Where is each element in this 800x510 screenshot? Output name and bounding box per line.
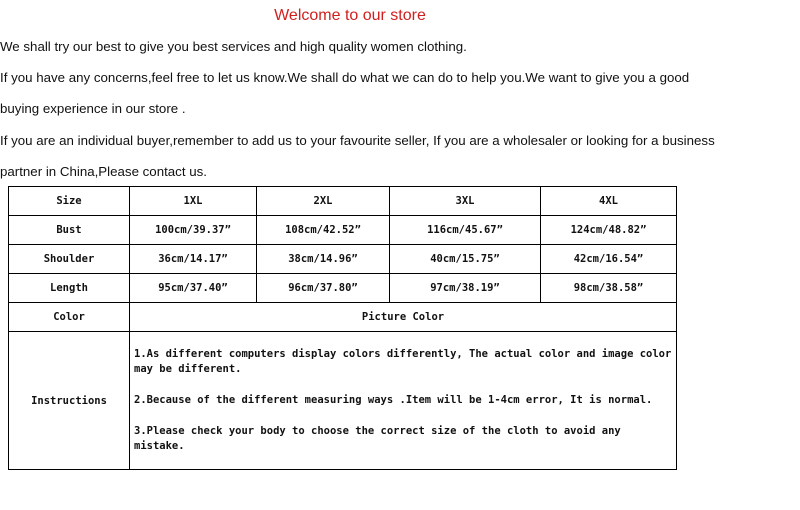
table-row-bust xyxy=(9,216,677,245)
intro-line-5: partner in China,Please contact us. xyxy=(0,164,207,179)
intro-line-1: We shall try our best to give you best services and high quality women clothing. xyxy=(0,39,467,54)
size-header-2xl: 2XL xyxy=(257,187,390,216)
size-header-3xl: 3XL xyxy=(390,187,541,216)
store-welcome-title: Welcome to our store xyxy=(274,7,426,24)
table-row-length xyxy=(9,274,677,303)
table-cell: 38cm/14.96” xyxy=(257,245,390,274)
row-label-instructions: Instructions xyxy=(9,332,130,470)
instruction-item: 3.Please check your body to choose the correct size of the cloth to avoid any mistake. xyxy=(134,425,621,452)
table-cell: 95cm/37.40” xyxy=(130,274,257,303)
intro-line-3: buying experience in our store . xyxy=(0,101,186,116)
table-cell: 100cm/39.37” xyxy=(130,216,257,245)
table-cell: 124cm/48.82” xyxy=(541,216,677,245)
table-row-shoulder xyxy=(9,245,677,274)
table-cell: 116cm/45.67” xyxy=(390,216,541,245)
table-cell: 98cm/38.58” xyxy=(541,274,677,303)
size-header-4xl: 4XL xyxy=(541,187,677,216)
table-cell: 108cm/42.52” xyxy=(257,216,390,245)
table-cell: 96cm/37.80” xyxy=(257,274,390,303)
table-cell: 40cm/15.75” xyxy=(390,245,541,274)
intro-line-2: If you have any concerns,feel free to let us know.We shall do what we can do to help you.We want to give you a good xyxy=(0,70,690,85)
size-table xyxy=(8,186,677,470)
instruction-item: 1.As different computers display colors differently, The actual color and image color may be different. xyxy=(134,348,672,375)
table-cell: 42cm/16.54” xyxy=(541,245,677,274)
instructions-list xyxy=(130,332,677,470)
row-label-bust: Bust xyxy=(9,216,130,245)
table-row-color xyxy=(9,303,677,332)
size-header-label: Size xyxy=(9,187,130,216)
row-label-shoulder: Shoulder xyxy=(9,245,130,274)
color-value: Picture Color xyxy=(130,303,677,332)
table-cell: 97cm/38.19” xyxy=(390,274,541,303)
row-label-color: Color xyxy=(9,303,130,332)
instruction-item: 2.Because of the different measuring ways .Item will be 1-4cm error, It is normal. xyxy=(134,394,653,406)
table-cell: 36cm/14.17” xyxy=(130,245,257,274)
size-header-row xyxy=(9,187,677,216)
row-label-length: Length xyxy=(9,274,130,303)
table-row-instructions xyxy=(9,332,677,470)
intro-line-4: If you are an individual buyer,remember to add us to your favourite seller, If you are a wholesaler or looking for a business xyxy=(0,133,715,148)
size-header-1xl: 1XL xyxy=(130,187,257,216)
